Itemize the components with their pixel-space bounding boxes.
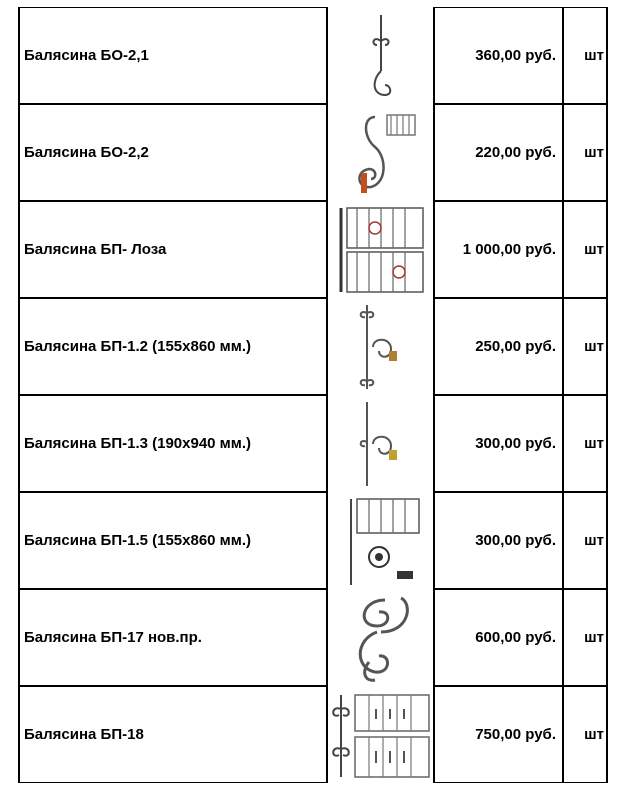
product-price: 750,00 руб. [475, 726, 556, 743]
product-unit: шт [584, 435, 604, 452]
table-row [0, 298, 636, 395]
name-cell [18, 104, 328, 201]
unit-cell [564, 298, 608, 395]
price-cell [433, 7, 564, 104]
unit-cell [564, 201, 608, 298]
table-row [0, 589, 636, 686]
product-name: Балясина БП-1.2 (155х860 мм.) [24, 338, 252, 355]
name-cell [18, 298, 328, 395]
name-cell [18, 7, 328, 104]
product-price: 600,00 руб. [475, 629, 556, 646]
product-unit: шт [584, 144, 604, 161]
price-cell [433, 492, 564, 589]
table-row [0, 395, 636, 492]
double-scroll-icon [328, 589, 433, 686]
railing-rosette-icon [328, 492, 433, 589]
picket-curl-icon [328, 298, 433, 395]
product-unit: шт [584, 726, 604, 743]
unit-cell [564, 7, 608, 104]
picket-curl-icon [328, 395, 433, 492]
product-name: Балясина БО-2,2 [24, 144, 149, 161]
price-cell [433, 686, 564, 783]
product-price: 220,00 руб. [475, 144, 556, 161]
unit-cell [564, 395, 608, 492]
name-cell [18, 201, 328, 298]
product-name: Балясина БП-1.5 (155х860 мм.) [24, 532, 252, 549]
price-cell [433, 201, 564, 298]
product-price: 300,00 руб. [475, 435, 556, 452]
table-row [0, 492, 636, 589]
unit-cell [564, 104, 608, 201]
product-name: Балясина БП-1.3 (190х940 мм.) [24, 435, 252, 452]
product-price: 300,00 руб. [475, 532, 556, 549]
scroll-baluster-icon [328, 7, 433, 104]
price-cell [433, 589, 564, 686]
product-unit: шт [584, 629, 604, 646]
product-name: Балясина БП-17 нов.пр. [24, 629, 202, 646]
product-name: Балясина БП-18 [24, 726, 144, 743]
table-row [0, 201, 636, 298]
price-cell [433, 395, 564, 492]
unit-cell [564, 686, 608, 783]
unit-cell [564, 492, 608, 589]
name-cell [18, 686, 328, 783]
product-name: Балясина БО-2,1 [24, 47, 149, 64]
railing-fleur-icon [328, 686, 433, 783]
product-name: Балясина БП- Лоза [24, 241, 167, 258]
table-row [0, 686, 636, 783]
price-cell [433, 104, 564, 201]
product-unit: шт [584, 47, 604, 64]
table-row [0, 7, 636, 104]
name-cell [18, 395, 328, 492]
unit-cell [564, 589, 608, 686]
price-cell [433, 298, 564, 395]
product-unit: шт [584, 241, 604, 258]
product-price: 1 000,00 руб. [462, 241, 556, 258]
product-price: 250,00 руб. [475, 338, 556, 355]
product-unit: шт [584, 532, 604, 549]
name-cell [18, 589, 328, 686]
table-row [0, 104, 636, 201]
product-unit: шт [584, 338, 604, 355]
name-cell [18, 492, 328, 589]
curl-baluster-icon [328, 104, 433, 201]
product-price: 360,00 руб. [475, 47, 556, 64]
railing-vine-icon [328, 201, 433, 298]
